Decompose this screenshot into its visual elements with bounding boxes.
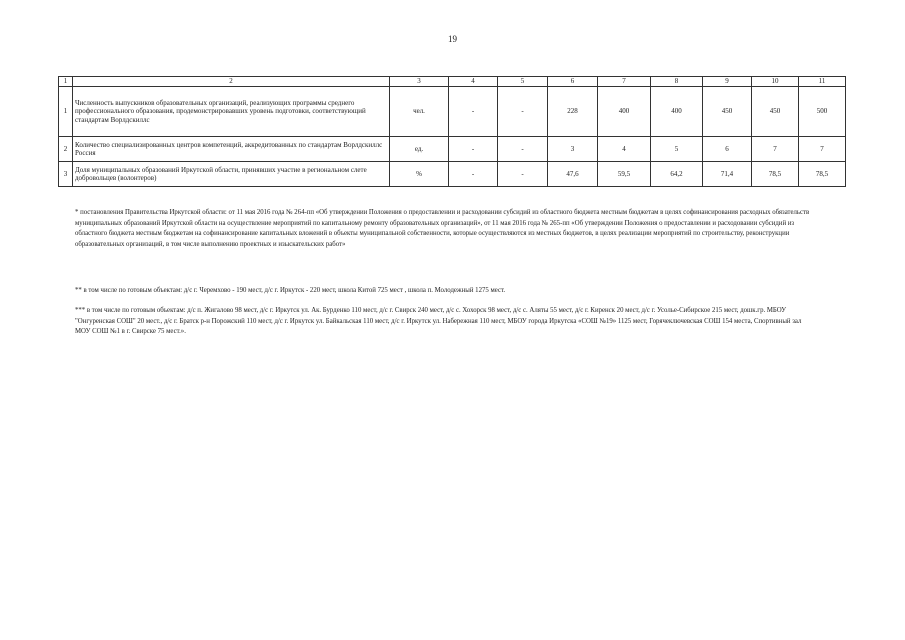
table-header-row: [59, 77, 846, 87]
value-cell: 78,5: [799, 162, 846, 187]
header-cell: 3: [390, 77, 449, 87]
value-cell: 71,4: [703, 162, 752, 187]
footnote-triple-asterisk: *** в том числе по готовым объектам: д/с п. Жигалово 98 мест, д/с г. Иркутск ул. Ак. Бурденко 110 мест, д/с г. Свирск 240 мест, д/с с. Хохорск 98 мест, д/с с. Аляты 55 мест, д/с г. Киренск 20 мест, д/с г. Усолье-Сибирское 215 мест, дошк.гр. МБОУ "Онгуренская СОШ" 20 мест., д/с г. Братск р-н Порожский 110 мест, д/с г. Иркутск ул. Байкальская 110 мест, д/с г. Иркутск ул. Набережная 110 мест, МБОУ города Иркутска «СОШ №19» 1125 мест, Горячеключевская СОШ 154 места, Спортивный зал МОУ СОШ №1 в г. Свирске 75 мест.».: [75, 307, 802, 335]
header-cell: 9: [703, 77, 752, 87]
header-cell: 1: [59, 77, 73, 87]
value-cell: 59,5: [598, 162, 651, 187]
footnote-double-asterisk: ** в том числе по готовым объектам: д/с г. Черемхово - 190 мест, д/с г. Иркутск - 220 мест, школа Китой 725 мест , школа п. Молодежный 1275 мест.: [75, 287, 506, 294]
header-cell: 6: [548, 77, 598, 87]
table-row: [59, 87, 846, 137]
value-cell: -: [498, 162, 548, 187]
row-number: 2: [59, 137, 73, 162]
table-row: [59, 162, 846, 187]
indicators-table: [58, 76, 846, 187]
value-cell: -: [449, 162, 498, 187]
value-cell: 450: [752, 87, 799, 137]
value-cell: -: [498, 137, 548, 162]
value-cell: 64,2: [651, 162, 703, 187]
value-cell: 78,5: [752, 162, 799, 187]
header-cell: 5: [498, 77, 548, 87]
value-cell: 7: [752, 137, 799, 162]
value-cell: 4: [598, 137, 651, 162]
header-cell: 8: [651, 77, 703, 87]
value-cell: -: [498, 87, 548, 137]
value-cell: 500: [799, 87, 846, 137]
header-cell: 2: [73, 77, 390, 87]
value-cell: -: [449, 87, 498, 137]
indicator-name: Численность выпускников образовательных организаций, реализующих программы среднего профессионального образования, продемонстрировавших уровень подготовки, соответствующий стандартам Ворлдскиллс: [73, 87, 390, 137]
unit-cell: ед.: [390, 137, 449, 162]
value-cell: -: [449, 137, 498, 162]
header-cell: 10: [752, 77, 799, 87]
indicator-name: Количество специализированных центров компетенций, аккредитованных по стандартам Ворлдскиллс Россия: [73, 137, 390, 162]
value-cell: 5: [651, 137, 703, 162]
page-number: 19: [448, 34, 457, 44]
value-cell: 3: [548, 137, 598, 162]
unit-cell: %: [390, 162, 449, 187]
unit-cell: чел.: [390, 87, 449, 137]
value-cell: 228: [548, 87, 598, 137]
value-cell: 400: [598, 87, 651, 137]
footnote-single-asterisk: * постановления Правительства Иркутской области: от 11 мая 2016 года № 264-пп «Об утверждении Положения о предоставлении и расходовании субсидий из областного бюджета местным бюджетам в целях софинансирования расходных обязательств муниципальных образований Иркутской области на осуществление мероприятий по капитальному ремонту образовательных организаций», от 11 мая 2016 года № 265-пп «Об утверждении Положения о предоставлении и расходовании субсидий из областного бюджета местным бюджетам на софинансирование капитальных вложений в объекты муниципальной собственности, которые осуществляются из местных бюджетов, в целях реализации мероприятий по строительству, реконструкции образовательных организаций, в том числе выполнению проектных и изыскательских работ»: [75, 209, 810, 248]
row-number: 3: [59, 162, 73, 187]
value-cell: 47,6: [548, 162, 598, 187]
indicator-name: Доля муниципальных образований Иркутской области, принявших участие в региональном слете добровольцев (волонтеров): [73, 162, 390, 187]
row-number: 1: [59, 87, 73, 137]
value-cell: 7: [799, 137, 846, 162]
header-cell: 4: [449, 77, 498, 87]
table-row: [59, 137, 846, 162]
value-cell: 400: [651, 87, 703, 137]
value-cell: 6: [703, 137, 752, 162]
header-cell: 11: [799, 77, 846, 87]
header-cell: 7: [598, 77, 651, 87]
value-cell: 450: [703, 87, 752, 137]
